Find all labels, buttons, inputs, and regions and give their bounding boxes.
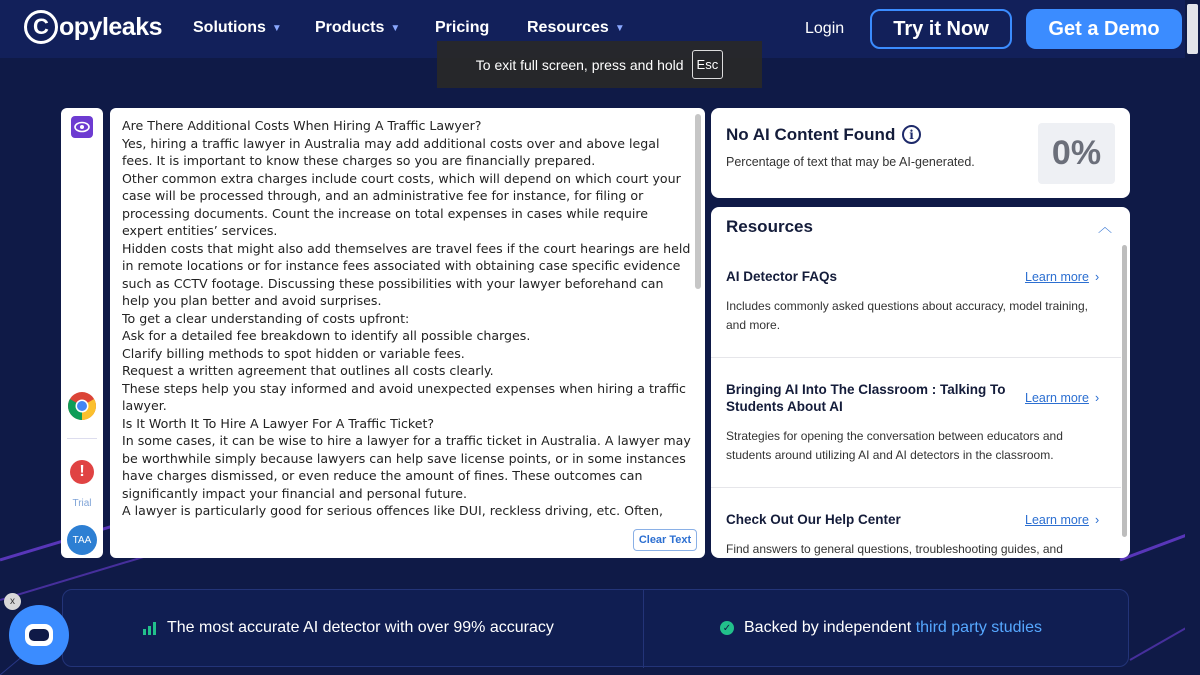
bar-chart-icon bbox=[143, 622, 157, 635]
sidebar-divider bbox=[67, 438, 97, 439]
trial-badge: Trial bbox=[72, 498, 92, 509]
text-line: Other common extra charges include court costs, which will depend on which court your case will be processed through, and an administrative fee for instance, for filing or processing documents. Count the increase on total expenses in cases while require expert entities’ services. bbox=[122, 170, 681, 238]
scrollbar-thumb[interactable] bbox=[1187, 4, 1198, 54]
chat-launcher-button[interactable] bbox=[9, 605, 69, 665]
alert-icon[interactable]: ! bbox=[70, 460, 94, 484]
resource-description: Strategies for opening the conversation between educators and students around utilizing AI and AI detectors in the classroom. bbox=[726, 429, 1063, 462]
resources-heading: Resources bbox=[726, 217, 813, 236]
toast-message: To exit full screen, press and hold bbox=[475, 56, 684, 73]
close-icon[interactable]: x bbox=[4, 593, 21, 610]
learn-more-link[interactable] bbox=[1025, 513, 1099, 527]
copyleaks-logo[interactable] bbox=[24, 10, 162, 44]
nav-resources[interactable] bbox=[527, 19, 625, 37]
text-line: Request a written agreement that outlines all costs clearly. bbox=[122, 363, 494, 378]
link-label: Learn more bbox=[1025, 270, 1089, 284]
nav-products[interactable] bbox=[315, 19, 400, 37]
nav-label: Solutions bbox=[193, 19, 266, 36]
nav-solutions[interactable] bbox=[193, 19, 282, 37]
link-label: Learn more bbox=[1025, 391, 1089, 405]
resource-description: Find answers to general questions, troubleshooting guides, and bbox=[726, 542, 1063, 556]
logo-mark-icon: C bbox=[24, 10, 58, 44]
chevron-right-icon: › bbox=[1094, 391, 1100, 405]
resource-description: Includes commonly asked questions about accuracy, model training, and more. bbox=[726, 299, 1088, 332]
caret-down-icon: ▼ bbox=[390, 22, 401, 34]
check-circle-icon: ✓ bbox=[720, 621, 734, 635]
text-line: In some cases, it can be wise to hire a lawyer for a traffic ticket in Australia. A lawyer may be worthwhile simply because lawyers can help save license points, or in some instances have charges dismissed, or even reduce the amount of fines. These outcomes can significantly impact your financial and personal future. bbox=[122, 433, 691, 501]
stats-divider bbox=[643, 590, 644, 668]
text-line: Ask for a detailed fee breakdown to identify all possible charges. bbox=[122, 328, 531, 343]
text-line: Hidden costs that might also add themselves are travel fees if the court hearings are held in remote locations or for instance fees associated with obtaining case specific evidence such as CCTV footage. Discussing these possibilities with your lawyer beforehand can help you plan better and avoid surprises. bbox=[122, 240, 691, 308]
text-line: Are There Additional Costs When Hiring A Traffic Lawyer? bbox=[122, 118, 482, 133]
studies-text bbox=[744, 619, 1042, 637]
nav-pricing[interactable] bbox=[435, 19, 489, 37]
link-label: Learn more bbox=[1025, 513, 1089, 527]
text-line: Clarify billing methods to spot hidden or variable fees. bbox=[122, 345, 465, 361]
resource-title: AI Detector FAQs bbox=[726, 269, 838, 284]
text-line: Yes, hiring a traffic lawyer in Australia may add additional costs over and above legal fees. It is important to know these charges so you are financially prepared. bbox=[122, 135, 660, 168]
esc-key-badge: Esc bbox=[692, 50, 724, 79]
studies-stat bbox=[720, 619, 1042, 637]
editor-scrollbar[interactable] bbox=[695, 114, 701, 289]
resource-title: Bringing AI Into The Classroom : Talking To Students About AI bbox=[726, 382, 1006, 414]
caret-down-icon: ▼ bbox=[271, 22, 282, 34]
text-line: These steps help you stay informed and avoid unexpected expenses when hiring a traffic lawyer. bbox=[122, 380, 686, 413]
chrome-icon[interactable] bbox=[67, 391, 97, 421]
get-a-demo-button[interactable]: Get a Demo bbox=[1026, 9, 1182, 49]
result-title: No AI Content Found bbox=[726, 125, 896, 144]
third-party-studies-link[interactable]: third party studies bbox=[915, 619, 1042, 636]
chevron-right-icon: › bbox=[1094, 270, 1100, 284]
result-subtitle: Percentage of text that may be AI-generated. bbox=[726, 155, 975, 169]
scan-text-input[interactable] bbox=[122, 117, 692, 520]
info-icon[interactable]: i bbox=[902, 125, 921, 144]
chevron-right-icon: › bbox=[1094, 513, 1100, 527]
page-scrollbar[interactable] bbox=[1185, 0, 1200, 675]
resources-scrollbar[interactable] bbox=[1122, 245, 1127, 537]
studies-prefix: Backed by independent bbox=[744, 619, 912, 636]
logo-text: opyleaks bbox=[59, 12, 163, 41]
stats-bar bbox=[62, 589, 1129, 667]
resource-title: Check Out Our Help Center bbox=[726, 512, 901, 527]
learn-more-link[interactable] bbox=[1025, 270, 1099, 284]
clear-text-button[interactable]: Clear Text bbox=[633, 529, 697, 551]
resource-item bbox=[711, 245, 1121, 358]
ai-result-card bbox=[711, 108, 1130, 198]
text-editor-panel bbox=[110, 108, 705, 558]
ai-score: 0% bbox=[1038, 123, 1115, 184]
accuracy-stat bbox=[143, 619, 554, 637]
learn-more-link[interactable] bbox=[1025, 391, 1099, 405]
nav-label: Pricing bbox=[435, 19, 490, 36]
tool-sidebar bbox=[61, 108, 103, 558]
text-line: To get a clear understanding of costs upfront: bbox=[122, 310, 410, 326]
nav-label: Resources bbox=[527, 19, 609, 36]
text-line: Is It Worth It To Hire A Lawyer For A Traffic Ticket? bbox=[122, 415, 435, 431]
eye-icon[interactable] bbox=[71, 116, 93, 138]
login-link[interactable]: Login bbox=[805, 20, 845, 37]
resource-item bbox=[711, 358, 1121, 488]
try-it-now-button[interactable]: Try it Now bbox=[870, 9, 1012, 49]
accuracy-text: The most accurate AI detector with over 99% accuracy bbox=[167, 619, 554, 636]
resource-item bbox=[711, 488, 1121, 558]
chevron-up-icon[interactable]: ︿ bbox=[1098, 219, 1112, 235]
chat-bubble-icon bbox=[25, 624, 53, 646]
nav-label: Products bbox=[315, 19, 385, 36]
caret-down-icon: ▼ bbox=[614, 22, 625, 34]
resources-panel bbox=[711, 207, 1130, 558]
text-line: A lawyer is particularly good for serious offences like DUI, reckless driving, etc. Often, bbox=[122, 503, 663, 518]
user-avatar[interactable]: TAA bbox=[67, 525, 97, 555]
fullscreen-exit-toast bbox=[437, 41, 762, 88]
